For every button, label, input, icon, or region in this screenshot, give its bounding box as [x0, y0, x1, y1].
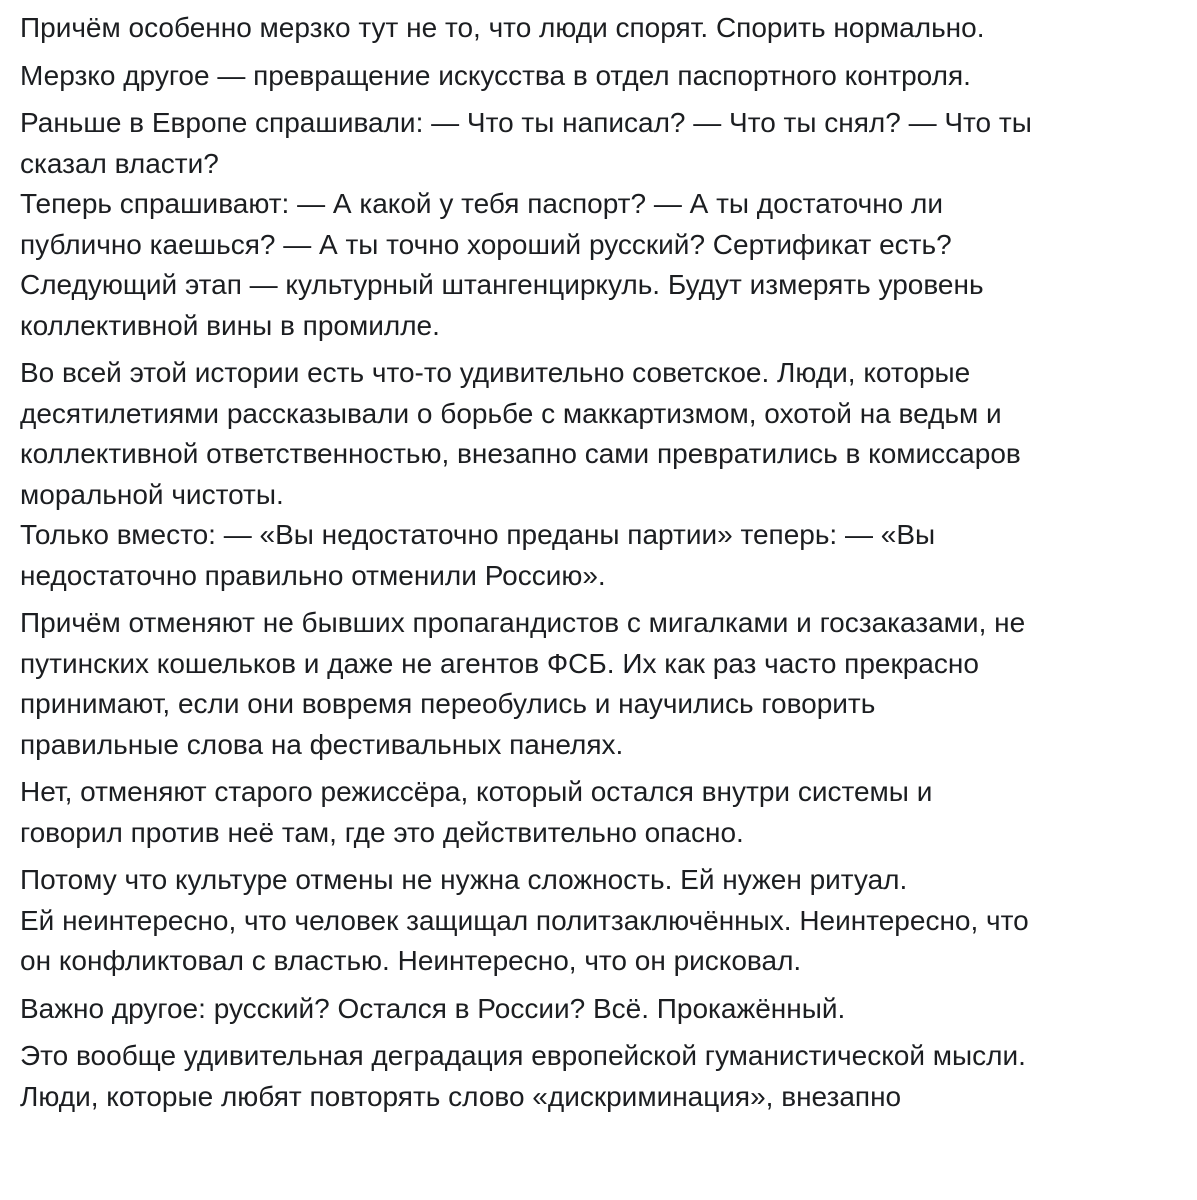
text-line: Потому что культуре отмены не нужна сложность. Ей нужен ритуал.: [20, 864, 908, 895]
paragraph-2: [20, 56, 1185, 97]
paragraph-9: [20, 1036, 1185, 1117]
paragraph-1: [20, 0, 1185, 49]
post-text-body: [20, 0, 1185, 1200]
text-line: Причём отменяют не бывших пропагандистов с мигалками и госзаказами, не: [20, 607, 1026, 638]
text-line: коллективной ответственностью, внезапно сами превратились в комиссаров: [20, 438, 1021, 469]
text-line: Следующий этап — культурный штангенциркуль. Будут измерять уровень: [20, 269, 984, 300]
paragraph-3: [20, 103, 1185, 346]
text-line: Важно другое: русский? Остался в России? Всё. Прокажённый.: [20, 992, 846, 1024]
text-line: путинских кошельков и даже не агентов ФСБ. Их как раз часто прекрасно: [20, 647, 979, 679]
text-line: Теперь спрашивают: — А какой у тебя паспорт? — А ты достаточно ли: [20, 188, 944, 219]
text-line: Нет, отменяют старого режиссёра, который остался внутри системы и: [20, 776, 933, 807]
text-line: десятилетиями рассказывали о борьбе с маккартизмом, охотой на ведьм и: [20, 397, 1002, 429]
paragraph-4: [20, 353, 1185, 596]
text-line: говорил против неё там, где это действительно опасно.: [20, 816, 744, 848]
paragraph-5: [20, 603, 1185, 765]
text-line: Причём особенно мерзко тут не то, что люди спорят. Спорить нормально.: [20, 12, 985, 43]
paragraph-7: [20, 860, 1185, 982]
text-line: коллективной вины в промилле.: [20, 309, 440, 341]
text-line: Это вообще удивительная деградация европейской гуманистической мысли.: [20, 1040, 1026, 1071]
text-line: Во всей этой истории есть что-то удивительно советское. Люди, которые: [20, 357, 971, 388]
text-line: Мерзко другое — превращение искусства в отдел паспортного контроля.: [20, 59, 971, 91]
paragraph-6: [20, 772, 1185, 853]
paragraph-8: [20, 989, 1185, 1030]
text-line: публично каешься? — А ты точно хороший русский? Сертификат есть?: [20, 228, 952, 260]
text-line: недостаточно правильно отменили Россию».: [20, 559, 606, 591]
text-line: сказал власти?: [20, 147, 219, 179]
text-line: он конфликтовал с властью. Неинтересно, что он рисковал.: [20, 945, 802, 976]
text-line: Ей неинтересно, что человек защищал политзаключённых. Неинтересно, что: [20, 904, 1029, 936]
text-line: принимают, если они вовремя переобулись и научились говорить: [20, 688, 876, 719]
text-line: моральной чистоты.: [20, 478, 284, 510]
bottom-fade-overlay: [20, 1160, 1185, 1200]
text-line: Люди, которые любят повторять слово «дискриминация», внезапно: [20, 1080, 902, 1112]
text-line: Раньше в Европе спрашивали: — Что ты написал? — Что ты снял? — Что ты: [20, 107, 1032, 138]
text-line: Только вместо: — «Вы недостаточно преданы партии» теперь: — «Вы: [20, 519, 936, 550]
text-line: правильные слова на фестивальных панелях.: [20, 728, 624, 760]
